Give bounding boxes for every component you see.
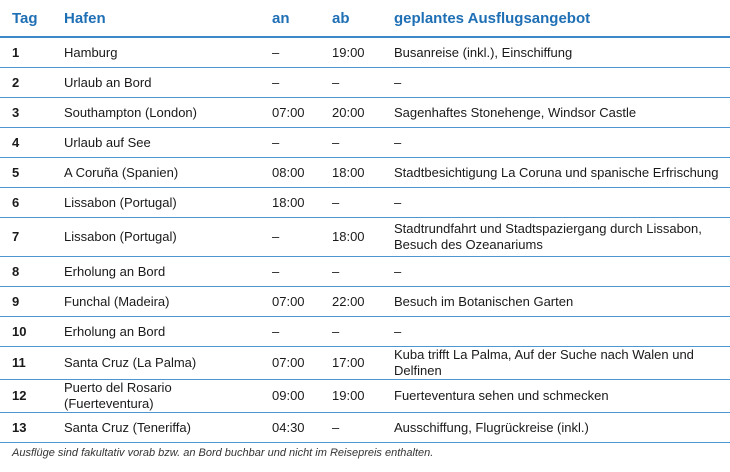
table-row — [0, 158, 730, 188]
table-row — [0, 317, 730, 347]
cell-ab: 18:00 — [320, 218, 382, 257]
cell-ab: 22:00 — [320, 287, 382, 317]
cell-an: 08:00 — [260, 158, 320, 188]
cell-tag: 13 — [0, 413, 52, 443]
cell-an: 07:00 — [260, 287, 320, 317]
footnote: Ausflüge sind fakultativ vorab bzw. an Bord buchbar und nicht im Reisepreis enthalten. — [12, 447, 434, 459]
header-ab: ab — [320, 0, 382, 37]
cell-tag: 9 — [0, 287, 52, 317]
cell-an: 09:00 — [260, 380, 320, 413]
cell-angebot: – — [382, 257, 730, 287]
cell-ab: – — [320, 188, 382, 218]
cell-angebot: Busanreise (inkl.), Einschiffung — [382, 37, 730, 68]
table-row — [0, 347, 730, 380]
cell-an: – — [260, 37, 320, 68]
cell-hafen: Urlaub an Bord — [52, 68, 260, 98]
table-row — [0, 287, 730, 317]
cell-tag: 2 — [0, 68, 52, 98]
cell-angebot: Ausschiffung, Flugrückreise (inkl.) — [382, 413, 730, 443]
cell-hafen: Erholung an Bord — [52, 257, 260, 287]
cell-angebot: Fuerteventura sehen und schmecken — [382, 380, 730, 413]
cell-an: 04:30 — [260, 413, 320, 443]
cell-tag: 3 — [0, 98, 52, 128]
cell-hafen: Puerto del Rosario (Fuerteventura) — [52, 380, 260, 413]
table-row — [0, 37, 730, 68]
cell-angebot: – — [382, 188, 730, 218]
cell-angebot — [382, 218, 730, 257]
cell-angebot: Besuch im Botanischen Garten — [382, 287, 730, 317]
header-row — [0, 0, 730, 37]
table-row — [0, 218, 730, 257]
cell-tag: 7 — [0, 218, 52, 257]
cell-tag: 5 — [0, 158, 52, 188]
cell-ab: – — [320, 68, 382, 98]
cell-ab: 19:00 — [320, 380, 382, 413]
header-hafen: Hafen — [52, 0, 260, 37]
header-an: an — [260, 0, 320, 37]
cell-an: 18:00 — [260, 188, 320, 218]
cell-hafen: A Coruña (Spanien) — [52, 158, 260, 188]
cell-angebot: Sagenhaftes Stonehenge, Windsor Castle — [382, 98, 730, 128]
cell-angebot: – — [382, 128, 730, 158]
cell-an: – — [260, 128, 320, 158]
cell-hafen: Southampton (London) — [52, 98, 260, 128]
cell-ab: – — [320, 128, 382, 158]
table-row — [0, 68, 730, 98]
cell-tag: 11 — [0, 347, 52, 380]
table-row — [0, 188, 730, 218]
cell-ab: 20:00 — [320, 98, 382, 128]
angebot-line-2: Besuch des Ozeanariums — [394, 237, 543, 252]
cell-hafen: Urlaub auf See — [52, 128, 260, 158]
cell-hafen: Lissabon (Portugal) — [52, 218, 260, 257]
cell-hafen: Santa Cruz (Teneriffa) — [52, 413, 260, 443]
cell-hafen: Hamburg — [52, 37, 260, 68]
cell-tag: 1 — [0, 37, 52, 68]
cell-an: 07:00 — [260, 347, 320, 380]
cell-angebot: Stadtbesichtigung La Coruna und spanische Erfrischung — [382, 158, 730, 188]
cell-angebot: Kuba trifft La Palma, Auf der Suche nach Walen und Delfinen — [382, 347, 730, 380]
cell-an: – — [260, 317, 320, 347]
cell-ab: 18:00 — [320, 158, 382, 188]
cell-ab: – — [320, 413, 382, 443]
cell-hafen: Santa Cruz (La Palma) — [52, 347, 260, 380]
table-row — [0, 128, 730, 158]
table-row — [0, 380, 730, 413]
cell-tag: 4 — [0, 128, 52, 158]
table-row — [0, 257, 730, 287]
cell-tag: 6 — [0, 188, 52, 218]
cell-an: – — [260, 257, 320, 287]
cell-ab: 17:00 — [320, 347, 382, 380]
cell-hafen: Funchal (Madeira) — [52, 287, 260, 317]
cell-angebot: – — [382, 317, 730, 347]
table-row — [0, 98, 730, 128]
cell-hafen: Lissabon (Portugal) — [52, 188, 260, 218]
cell-an: – — [260, 68, 320, 98]
cell-hafen: Erholung an Bord — [52, 317, 260, 347]
cell-ab: – — [320, 317, 382, 347]
header-tag: Tag — [0, 0, 52, 37]
table-row — [0, 413, 730, 443]
cell-tag: 8 — [0, 257, 52, 287]
cell-tag: 10 — [0, 317, 52, 347]
cell-ab: – — [320, 257, 382, 287]
cell-ab: 19:00 — [320, 37, 382, 68]
cell-tag: 12 — [0, 380, 52, 413]
cell-an: 07:00 — [260, 98, 320, 128]
angebot-line-1: Stadtrundfahrt und Stadtspaziergang durch Lissabon, — [394, 221, 702, 236]
cell-an: – — [260, 218, 320, 257]
cell-angebot: – — [382, 68, 730, 98]
header-angebot: geplantes Ausflugsangebot — [382, 0, 730, 37]
